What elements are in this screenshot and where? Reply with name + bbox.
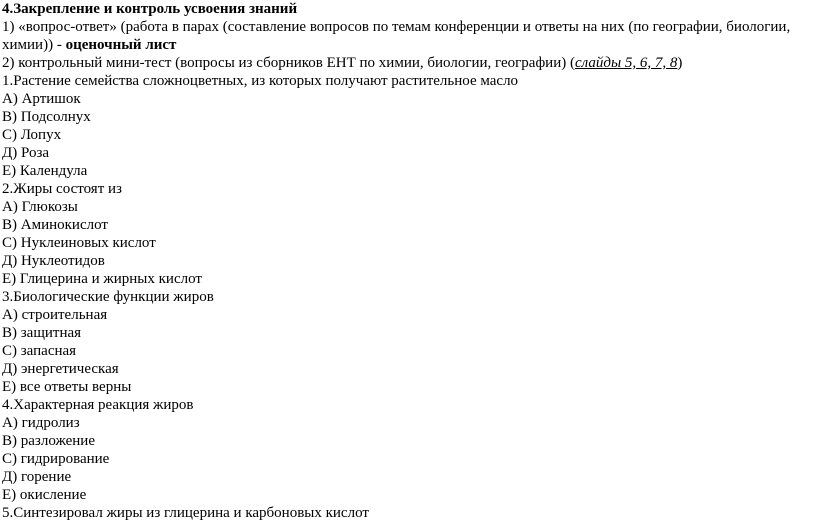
question-2 <box>2 180 816 288</box>
answer-option: В) защитная <box>2 325 82 341</box>
question-text: 1.Растение семейства сложноцветных, из которых получают растительное масло <box>2 73 519 89</box>
answer-option: А) строительная <box>2 307 108 323</box>
evaluation-sheet-label: оценочный лист <box>65 37 177 53</box>
answer-option: А) гидролиз <box>2 415 80 431</box>
step-1-continuation: химии)) - оценочный лист <box>2 37 177 53</box>
question-text: 4.Характерная реакция жиров <box>2 397 194 413</box>
question-3 <box>2 288 816 396</box>
answer-option: Е) все ответы верны <box>2 379 132 395</box>
answer-option: Е) Календула <box>2 163 88 179</box>
section-heading: 4.Закрепление и контроль усвоения знаний <box>2 1 298 17</box>
answer-option: В) Подсолнух <box>2 109 91 125</box>
question-text: 5.Синтезировал жиры из глицерина и карбоновых кислот <box>2 505 369 521</box>
answer-option: С) запасная <box>2 343 77 359</box>
step-2-text: 2) контрольный мини-тест (вопросы из сборников ЕНТ по химии, биологии, географии) (слайды 5, 6, 7, 8) <box>2 55 683 71</box>
answer-option: Д) Роза <box>2 145 50 161</box>
question-text: 2.Жиры состоят из <box>2 181 122 197</box>
answer-option: В) разложение <box>2 433 95 449</box>
answer-option: Д) горение <box>2 469 72 485</box>
question-text: 3.Биологические функции жиров <box>2 289 214 305</box>
step-1-text: 1) «вопрос-ответ» (работа в парах (составление вопросов по темам конференции и ответы на них (по географии, биологии, <box>2 19 791 35</box>
answer-option: С) Нуклеиновых кислот <box>2 235 156 251</box>
answer-option: Е) окисление <box>2 487 87 503</box>
question-5 <box>2 504 816 522</box>
answer-option: А) Артишок <box>2 91 81 107</box>
answer-option: С) гидрирование <box>2 451 110 467</box>
answer-option: Е) Глицерина и жирных кислот <box>2 271 202 287</box>
answer-option: С) Лопух <box>2 127 62 143</box>
answer-option: В) Аминокислот <box>2 217 108 233</box>
question-4 <box>2 396 816 504</box>
answer-option: Д) Нуклеотидов <box>2 253 105 269</box>
slides-reference: слайды 5, 6, 7, 8 <box>574 55 678 71</box>
answer-option: Д) энергетическая <box>2 361 119 377</box>
question-1 <box>2 72 816 180</box>
answer-option: А) Глюкозы <box>2 199 78 215</box>
